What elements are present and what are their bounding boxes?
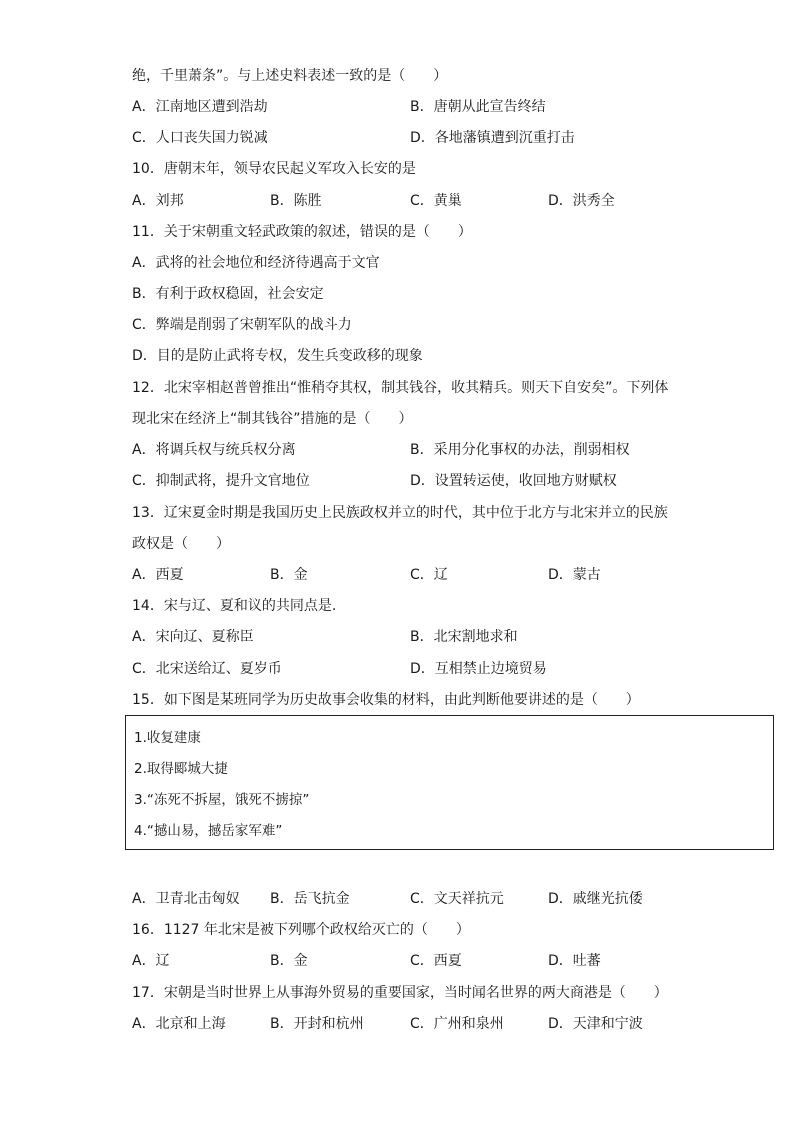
q13-option-c[interactable]: C．辽: [410, 567, 448, 583]
q12-stem-line1: 12．北宋宰相赵普曾推出“惟稍夺其权，制其钱谷，收其精兵。则天下自安矣”。下列体: [132, 380, 669, 396]
q13-option-d[interactable]: D．蒙古: [548, 567, 601, 583]
q14-option-b[interactable]: B．北宋割地求和: [410, 629, 518, 645]
q15-option-a[interactable]: A．卫青北击匈奴: [132, 891, 240, 907]
q16-option-a[interactable]: A．辽: [132, 953, 170, 969]
q13-stem-line1: 13．辽宋夏金时期是我国历史上民族政权并立的时代，其中位于北方与北宋并立的民族: [132, 505, 668, 521]
q12-option-d[interactable]: D．设置转运使，收回地方财赋权: [410, 473, 617, 489]
q17-option-a[interactable]: A．北京和上海: [132, 1016, 226, 1032]
q13-option-b[interactable]: B．金: [270, 567, 308, 583]
q9-option-d[interactable]: D．各地藩镇遭到沉重打击: [410, 130, 575, 146]
q12-option-a[interactable]: A．将调兵权与统兵权分离: [132, 442, 296, 458]
q15-box-line-3: 3.“冻死不拆屋，饿死不掳掠”: [134, 792, 310, 808]
q12-stem-line2: 现北宋在经济上“制其钱谷”措施的是（ ）: [132, 411, 413, 427]
q15-box-line-2: 2.取得郾城大捷: [134, 761, 228, 777]
q16-option-c[interactable]: C．西夏: [410, 953, 462, 969]
q15-box-line-1: 1.收复建康: [134, 730, 201, 746]
q11-stem: 11．关于宋朝重文轻武政策的叙述，错误的是（ ）: [132, 224, 472, 240]
q15-option-d[interactable]: D．戚继光抗倭: [548, 891, 643, 907]
q16-option-b[interactable]: B．金: [270, 953, 308, 969]
q9-option-a[interactable]: A．江南地区遭到浩劫: [132, 99, 268, 115]
q11-option-b[interactable]: B．有利于政权稳固，社会安定: [132, 286, 324, 302]
q17-option-b[interactable]: B．开封和杭州: [270, 1016, 364, 1032]
q10-option-d[interactable]: D．洪秀全: [548, 193, 615, 209]
q16-option-d[interactable]: D．吐蕃: [548, 953, 601, 969]
q15-option-b[interactable]: B．岳飞抗金: [270, 891, 350, 907]
q15-stem: 15．如下图是某班同学为历史故事会收集的材料，由此判断他要讲述的是（ ）: [132, 692, 640, 708]
q13-option-a[interactable]: A．西夏: [132, 567, 184, 583]
q10-option-b[interactable]: B．陈胜: [270, 193, 322, 209]
q14-option-c[interactable]: C．北宋送给辽、夏岁币: [132, 661, 282, 677]
q10-option-a[interactable]: A．刘邦: [132, 193, 184, 209]
q14-option-a[interactable]: A．宋向辽、夏称臣: [132, 629, 254, 645]
q9-option-b[interactable]: B．唐朝从此宣告终结: [410, 99, 546, 115]
q9-stem-tail: 绝，千里萧条”。与上述史料表述一致的是（ ）: [132, 68, 448, 84]
q14-stem: 14．宋与辽、夏和议的共同点是.: [132, 598, 337, 614]
q17-option-c[interactable]: C．广州和泉州: [410, 1016, 504, 1032]
q9-option-c[interactable]: C．人口丧失国力锐减: [132, 130, 268, 146]
q17-option-d[interactable]: D．天津和宁波: [548, 1016, 643, 1032]
q11-option-d[interactable]: D．目的是防止武将专权，发生兵变政移的现象: [132, 348, 423, 364]
q15-box-line-4: 4.“撼山易，撼岳家军难”: [134, 823, 283, 839]
q12-option-b[interactable]: B．采用分化事权的办法，削弱相权: [410, 442, 630, 458]
q11-option-c[interactable]: C．弊端是削弱了宋朝军队的战斗力: [132, 317, 352, 333]
q16-stem: 16．1127 年北宋是被下列哪个政权给灭亡的（ ）: [132, 922, 470, 938]
q13-stem-line2: 政权是（ ）: [132, 536, 230, 552]
q10-option-c[interactable]: C．黄巢: [410, 193, 462, 209]
q10-stem: 10．唐朝末年，领导农民起义军攻入长安的是: [132, 161, 416, 177]
q15-option-c[interactable]: C．文天祥抗元: [410, 891, 504, 907]
q17-stem: 17．宋朝是当时世界上从事海外贸易的重要国家，当时闻名世界的两大商港是（ ）: [132, 985, 668, 1001]
q15-material-box: [125, 715, 774, 850]
q14-option-d[interactable]: D．互相禁止边境贸易: [410, 661, 547, 677]
q12-option-c[interactable]: C．抑制武将，提升文官地位: [132, 473, 310, 489]
q11-option-a[interactable]: A．武将的社会地位和经济待遇高于文官: [132, 255, 380, 271]
